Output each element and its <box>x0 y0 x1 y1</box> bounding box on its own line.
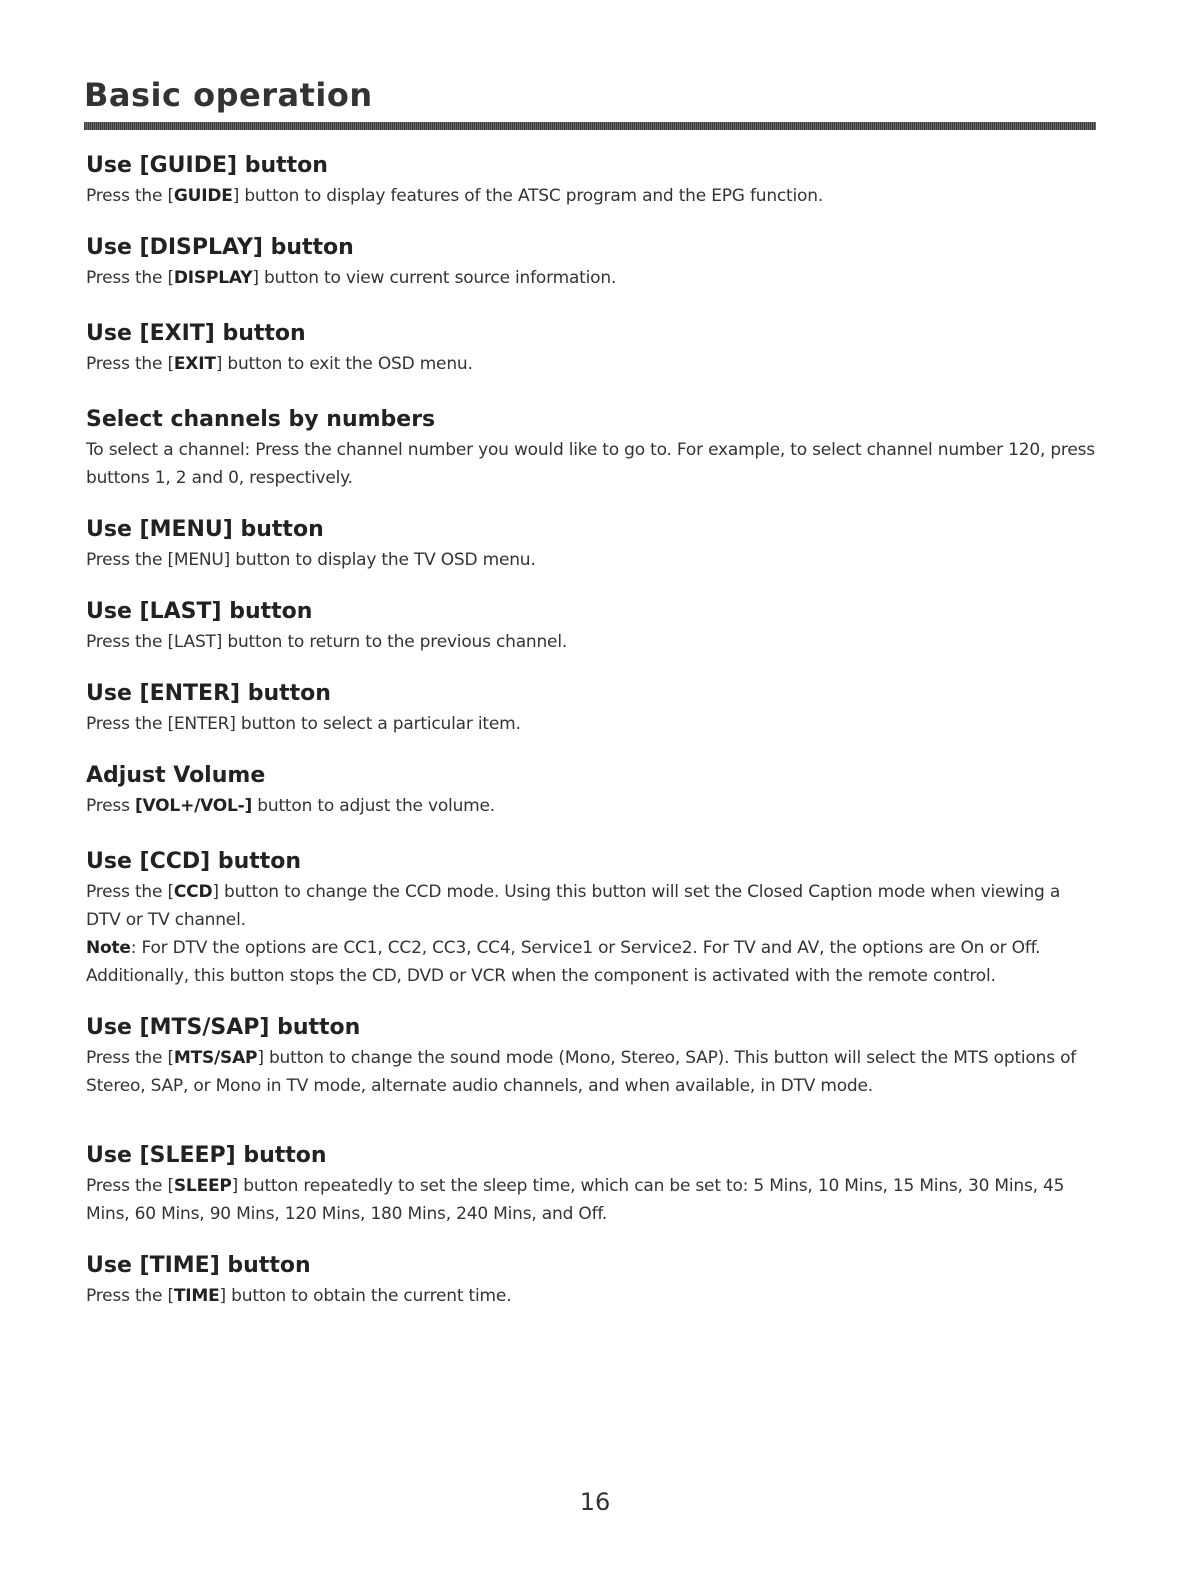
section-enter-button <box>86 678 1096 738</box>
section-body: Press the [MTS/SAP] button to change the sound mode (Mono, Stereo, SAP). This button will select the MTS options of Stereo, SAP, or Mono in TV mode, alternate audio channels, and when available, in DTV mode. <box>86 1048 1077 1096</box>
section-heading: Use [TIME] button <box>86 1253 311 1278</box>
title-divider <box>84 122 1096 130</box>
section-body: Press the [GUIDE] button to display features of the ATSC program and the EPG function. <box>86 186 824 206</box>
section-body: Press the [DISPLAY] button to view current source information. <box>86 268 617 288</box>
section-body: Press the [MENU] button to display the TV OSD menu. <box>86 550 536 570</box>
section-heading: Use [ENTER] button <box>86 681 331 706</box>
section-display-button <box>86 232 1096 292</box>
page-title: Basic operation <box>84 76 373 114</box>
page-number: 16 <box>579 1488 611 1516</box>
section-menu-button <box>86 514 1096 574</box>
section-mts-sap-button <box>86 1012 1096 1100</box>
section-heading: Use [CCD] button <box>86 849 302 874</box>
section-exit-button <box>86 318 1096 378</box>
section-body: Press the [ENTER] button to select a particular item. <box>86 714 521 734</box>
section-heading: Use [LAST] button <box>86 599 313 624</box>
section-guide-button <box>86 150 1096 210</box>
section-body: Press the [SLEEP] button repeatedly to set the sleep time, which can be set to: 5 Mins, 10 Mins, 15 Mins, 30 Mins, 45 Mins, 60 Mins, 90 Mins, 120 Mins, 180 Mins, 240 Mins, and Off. <box>86 1176 1065 1224</box>
section-body: Press [VOL+/VOL-] button to adjust the volume. <box>86 796 495 816</box>
section-body: Press the [TIME] button to obtain the current time. <box>86 1286 512 1306</box>
section-heading: Use [GUIDE] button <box>86 153 328 178</box>
section-time-button <box>86 1250 1096 1310</box>
section-heading: Select channels by numbers <box>86 407 436 432</box>
section-last-button <box>86 596 1096 656</box>
section-body: Press the [LAST] button to return to the previous channel. <box>86 632 568 652</box>
section-adjust-volume <box>86 760 1096 820</box>
section-heading: Use [DISPLAY] button <box>86 235 354 260</box>
section-heading: Use [MENU] button <box>86 517 324 542</box>
section-heading: Use [EXIT] button <box>86 321 306 346</box>
manual-content <box>86 150 1096 1310</box>
section-heading: Use [SLEEP] button <box>86 1143 327 1168</box>
section-select-channels <box>86 404 1096 492</box>
section-ccd-button <box>86 846 1096 990</box>
section-note: Note: For DTV the options are CC1, CC2, CC3, CC4, Service1 or Service2. For TV and AV, the options are On or Off. Additionally, this button stops the CD, DVD or VCR when the component is activated with the remote control. <box>86 938 1041 986</box>
section-body: To select a channel: Press the channel number you would like to go to. For example, to select channel number 120, press buttons 1, 2 and 0, respectively. <box>86 440 1095 488</box>
section-heading: Adjust Volume <box>86 763 266 788</box>
section-body: Press the [EXIT] button to exit the OSD menu. <box>86 354 473 374</box>
section-heading: Use [MTS/SAP] button <box>86 1015 361 1040</box>
section-sleep-button <box>86 1140 1096 1228</box>
section-body: Press the [CCD] button to change the CCD mode. Using this button will set the Closed Caption mode when viewing a DTV or TV channel. <box>86 882 1061 930</box>
